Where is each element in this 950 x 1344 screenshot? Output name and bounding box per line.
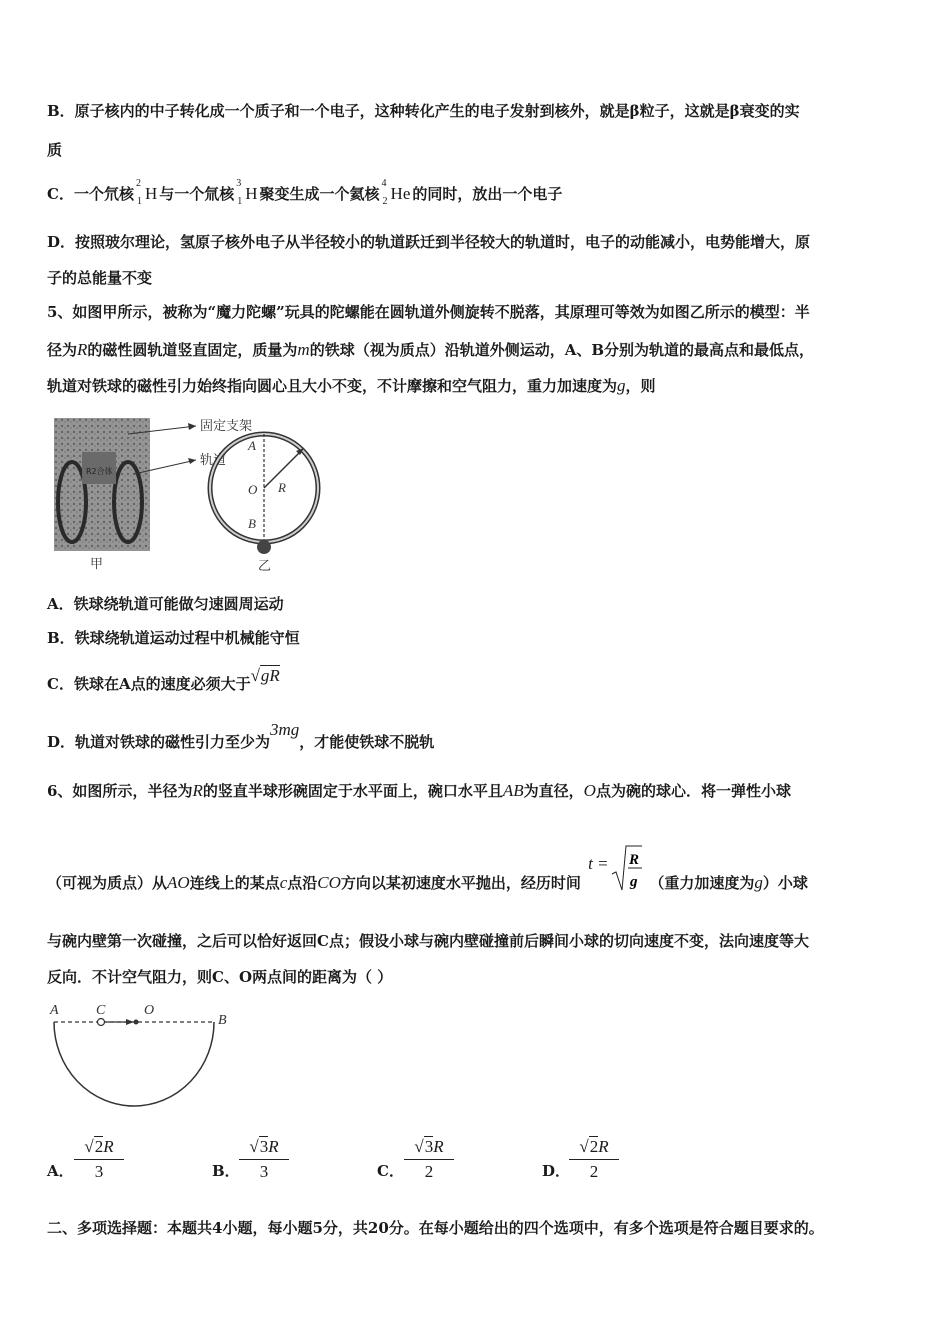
q5-figure xyxy=(48,412,338,574)
figure-label-yi: 乙 xyxy=(258,559,272,574)
fraction-numerator: √2R xyxy=(569,1137,619,1160)
sqrt-gr: gR xyxy=(260,666,280,685)
point-c: C xyxy=(96,1003,106,1018)
helium-symbol: 4 2 He xyxy=(381,178,411,207)
q4-option-d-line1: D．按照玻尔理论，氢原子核外电子从半径较小的轨道跃迁到半径较大的轨道时，电子的动能减小，电势能增大，原 xyxy=(47,233,811,251)
q5-stem-line2: 径为R的磁性圆轨道竖直固定，质量为m的铁球（视为质点）沿轨道外侧运动，A、B分别为轨道的最高点和最低点， xyxy=(47,340,815,359)
photo-text: R2合体 xyxy=(86,467,113,476)
q6-option-fraction xyxy=(74,1137,124,1182)
q6-option-label: B． xyxy=(212,1162,240,1180)
q5-option-a: A．铁球绕轨道可能做匀速圆周运动 xyxy=(47,595,284,613)
ball-c xyxy=(98,1019,105,1026)
q5-option-b: B．铁球绕轨道运动过程中机械能守恒 xyxy=(47,629,300,647)
q5-stem-line1: 5、如图甲所示，被称为“魔力陀螺”玩具的陀螺能在圆轨道外侧旋转不脱落，其原理可等效为如图乙所示的模型：半 xyxy=(47,303,810,321)
label-track: 轨道 xyxy=(200,453,227,468)
section-2-heading: 二、多项选择题：本题共4小题，每小题5分，共20分。在每小题给出的四个选项中，有多个选项是符合题目要求的。 xyxy=(47,1219,824,1237)
q6-stem-line3: 与碗内壁第一次碰撞，之后可以恰好返回C点；假设小球与碗内壁碰撞前后瞬间小球的切向速度不变，法向速度等大 xyxy=(47,932,809,950)
fraction-denominator: 3 xyxy=(259,1162,269,1181)
q6-stem-line1: 6、如图所示，半径为R的竖直半球形碗固定于水平面上，碗口水平且AB为直径，O点为碗的球心．将一弹性小球 xyxy=(47,781,791,800)
time-num: R xyxy=(629,852,640,868)
q6-option-fraction xyxy=(404,1137,454,1182)
q6-option-label: A． xyxy=(47,1162,74,1180)
center-o xyxy=(134,1020,139,1025)
q4-option-b-line2: 质 xyxy=(47,141,63,159)
point-a: A xyxy=(50,1003,59,1018)
expr-3mg: 3mg xyxy=(270,720,300,739)
q4-option-d-line2: 子的总能量不变 xyxy=(47,269,153,287)
q5-option-d: D．轨道对铁球的磁性引力至少为3mg，才能使铁球不脱轨 xyxy=(47,720,435,751)
label-fixed-support: 固定支架 xyxy=(200,419,253,434)
q6-option-label: C． xyxy=(377,1162,404,1180)
q6-option-fraction xyxy=(569,1137,619,1182)
point-a: A xyxy=(248,438,256,453)
tritium-symbol: 3 1 H xyxy=(236,178,258,207)
point-b: B xyxy=(248,516,256,531)
radius-r: R xyxy=(278,480,286,495)
q6-option-label: D． xyxy=(542,1162,571,1180)
q6-stem-line2: （可视为质点）从AO连线上的某点c点沿CO方向以某初速度水平抛出，经历时间 t = R g （重力加速度为g）小球 xyxy=(47,868,808,893)
q4-option-c: C．一个氘核 2 1 H 与一个氚核 3 1 H 聚变生成一个氦核 4 2 He 的同时，放出一个电子 xyxy=(47,178,563,207)
fraction-numerator: √3R xyxy=(404,1137,454,1160)
bowl-arc xyxy=(54,1022,214,1106)
q4-option-b-line1: B．原子核内的中子转化成一个质子和一个电子，这种转化产生的电子发射到核外，就是β粒子，这就是β衰变的实 xyxy=(47,102,800,120)
q5-stem-line3: 轨道对铁球的磁性引力始终指向圆心且大小不变，不计摩擦和空气阻力，重力加速度为g，则 xyxy=(47,376,656,395)
fraction-denominator: 3 xyxy=(94,1162,104,1181)
fraction-denominator: 2 xyxy=(589,1162,599,1181)
fraction-denominator: 2 xyxy=(424,1162,434,1181)
time-formula: t = R g xyxy=(586,868,644,888)
figure-label-jia: 甲 xyxy=(90,557,104,572)
iron-ball xyxy=(257,540,271,554)
point-b: B xyxy=(218,1013,227,1028)
deuterium-symbol: 2 1 H xyxy=(135,178,158,207)
time-den: g xyxy=(630,874,638,890)
point-o: O xyxy=(248,482,258,497)
q6-bowl-figure xyxy=(46,1000,246,1112)
fraction-numerator: √2R xyxy=(74,1137,124,1160)
point-o: O xyxy=(144,1003,155,1018)
q6-stem-line4: 反向．不计空气阻力，则C、O两点间的距离为（ ） xyxy=(47,968,393,986)
q6-option-fraction xyxy=(239,1137,289,1182)
fraction-numerator: √3R xyxy=(239,1137,289,1160)
toy-photo xyxy=(54,418,150,551)
q5-option-c: C．铁球在A点的速度必须大于√gR xyxy=(47,666,280,693)
